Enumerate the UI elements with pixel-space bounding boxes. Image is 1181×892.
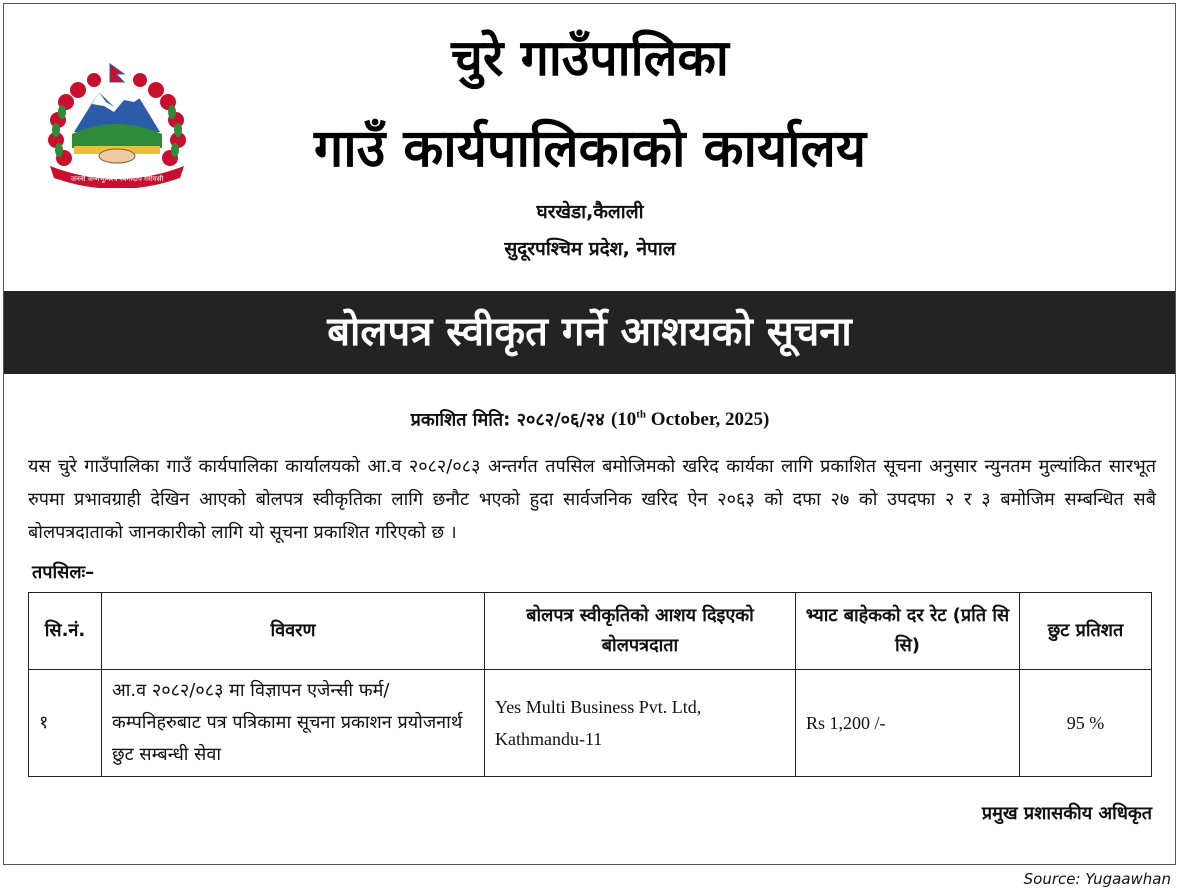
schedule-label: तपसिलः– xyxy=(32,562,95,583)
published-date-ad-day: (10 xyxy=(610,409,637,431)
address-line-2: सुदूरपश्चिम प्रदेश, नेपाल xyxy=(504,238,676,260)
cell-discount: 95 % xyxy=(1020,670,1152,777)
cell-sn: १ xyxy=(29,670,102,777)
published-date xyxy=(290,402,890,433)
source-credit: Source: Yugaawhan xyxy=(1023,870,1171,888)
table-row xyxy=(29,670,1152,777)
emblem-motto: जननी जन्मभूमिश्च स्वर्गादपि गरीयसी xyxy=(70,175,164,183)
published-date-bs: २०८२/०६/२४ xyxy=(516,409,605,431)
published-label: प्रकाशित मिति: xyxy=(410,409,511,431)
award-table xyxy=(28,592,1152,777)
notice-title-banner xyxy=(4,291,1175,374)
published-date-ad-suffix: th xyxy=(636,409,647,421)
col-header-sn: सि.नं. xyxy=(29,593,102,670)
col-header-bidder: बोलपत्र स्वीकृतिको आशय दिइएको बोलपत्रदाता xyxy=(485,593,796,670)
cell-rate: Rs 1,200 /- xyxy=(796,670,1020,777)
office-name: गाउँ कार्यपालिकाको कार्यालय xyxy=(314,119,866,179)
address-line-1: घरखेडा,कैलाली xyxy=(536,201,644,223)
cell-bidder: Yes Multi Business Pvt. Ltd, Kathmandu-11 xyxy=(485,670,796,777)
table-header-row xyxy=(29,593,1152,670)
municipality-name: चुरे गाउँपालिका xyxy=(451,29,729,87)
col-header-description: विवरण xyxy=(102,593,485,670)
notice-paragraph: यस चुरे गाउँपालिका गाउँ कार्यपालिका कार्यालयको आ.व २०८२/०८३ अन्तर्गत तपसिल बमोजिमको खरिद कार्यका लागि प्रकाशित सूचना अनुसार न्युनतम मुल्यांकित सारभूत रुपमा प्रभावग्राही देखिन आएको बोलपत्र स्वीकृतिका लागि छनौट भएको हुदा सार्वजनिक खरिद ऐन २०६३ को दफा २७ को उपदफा २ र ३ बमोजिम सम्बन्धित सबै बोलपत्रदाताको जानकारीको लागि यो सूचना प्रकाशित गरिएको छ । xyxy=(28,456,1156,543)
published-date-ad-rest: October, 2025) xyxy=(650,409,770,431)
signoff: प्रमुख प्रशासकीय अधिकृत xyxy=(981,803,1152,824)
col-header-discount: छुट प्रतिशत xyxy=(1020,593,1152,670)
nepal-emblem-icon xyxy=(44,62,190,188)
col-header-rate: भ्याट बाहेकको दर रेट (प्रति सि सि) xyxy=(796,593,1020,670)
notice-title: बोलपत्र स्वीकृत गर्ने आशयको सूचना xyxy=(327,309,852,355)
cell-description: आ.व २०८२/०८३ मा विज्ञापन एजेन्सी फर्म/ कम्पनिहरुबाट पत्र पत्रिकामा सूचना प्रकाशन प्रयोजनार्थ छुट सम्बन्धी सेवा xyxy=(102,670,485,777)
